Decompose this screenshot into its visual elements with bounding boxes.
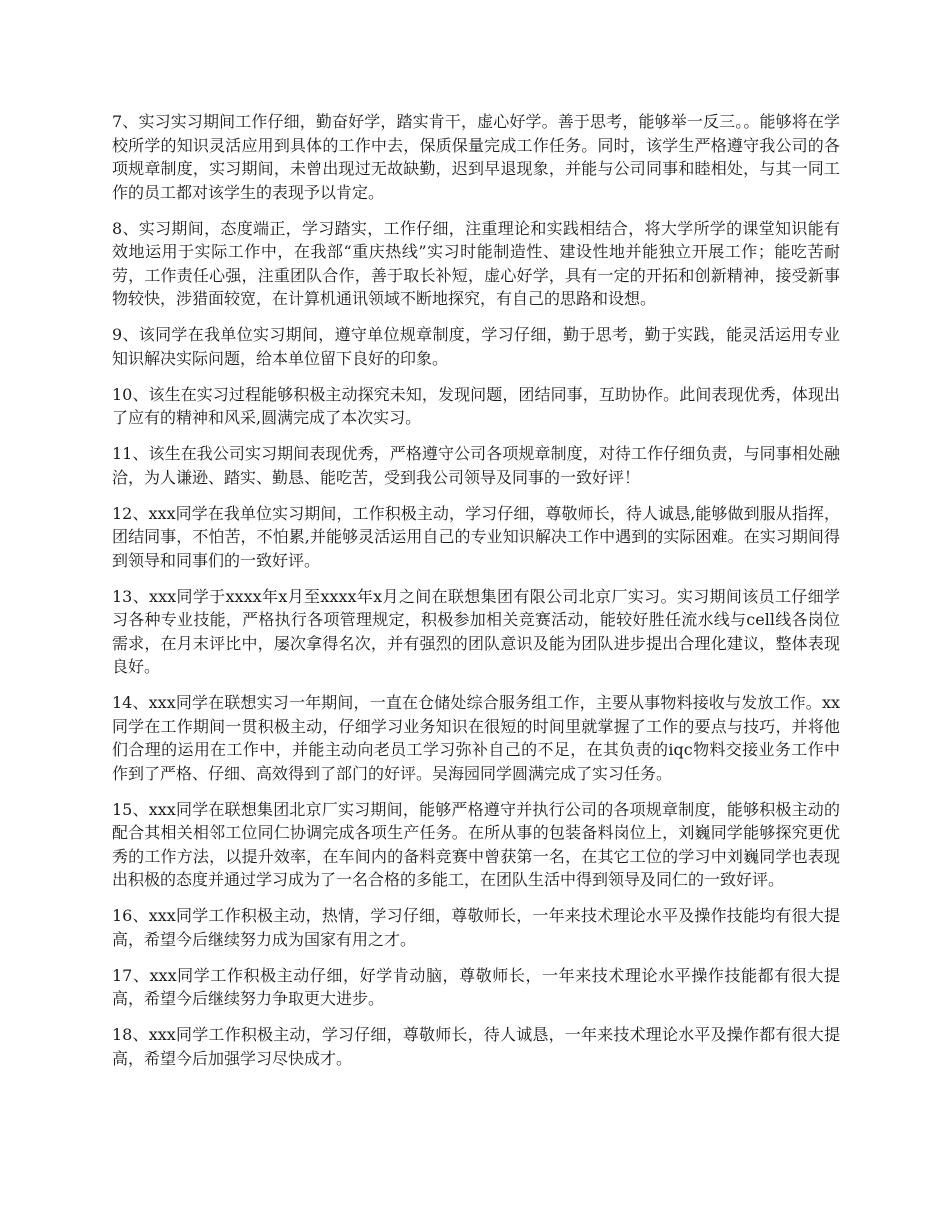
paragraph-10: 10、该生在实习过程能够积极主动探究未知，发现问题，团结同事，互助协作。此间表现优秀，体现出了应有的精神和风采,圆满完成了本次实习。 <box>112 384 840 427</box>
paragraph-8: 8、实习期间，态度端正，学习踏实，工作仔细，注重理论和实践相结合，将大学所学的课堂知识能有效地运用于实际工作中，在我部“重庆热线”实习时能制造性、建设性地并能独立开展工作；能吃苦耐劳，工作责任心强，注重团队合作，善于取长补短，虚心好学，具有一定的开拓和创新精神，接受新事物较快，涉猎面较宽，在计算机通讯领域不断地探究，有自己的思路和设想。 <box>112 218 840 308</box>
paragraph-11: 11、该生在我公司实习期间表现优秀，严格遵守公司各项规章制度，对待工作仔细负责，与同事相处融洽，为人谦逊、踏实、勤恳、能吃苦，受到我公司领导及同事的一致好评！ <box>112 444 840 487</box>
paragraph-12: 12、xxx同学在我单位实习期间，工作积极主动，学习仔细，尊敬师长，待人诚恳,能够做到服从指挥，团结同事，不怕苦，不怕累,并能够灵活运用自己的专业知识解决工作中遇到的实际困难。在实习期间得到领导和同事们的一致好评。 <box>112 503 840 570</box>
paragraph-7: 7、实习实习期间工作仔细，勤奋好学，踏实肯干，虚心好学。善于思考，能够举一反三。。能够将在学校所学的知识灵活应用到具体的工作中去，保质保量完成工作任务。同时，该学生严格遵守我公司的各项规章制度，实习期间，未曾出现过无故缺勤，迟到早退现象，并能与公司同事和睦相处，与其一同工作的员工都对该学生的表现予以肯定。 <box>112 112 840 202</box>
paragraph-16: 16、xxx同学工作积极主动，热情，学习仔细，尊敬师长，一年来技术理论水平及操作技能均有很大提高，希望今后继续努力成为国家有用之才。 <box>112 906 840 949</box>
paragraph-18: 18、xxx同学工作积极主动，学习仔细，尊敬师长，待人诚恳，一年来技术理论水平及操作都有很大提高，希望今后加强学习尽快成才。 <box>112 1025 840 1068</box>
document-body <box>112 110 840 1083</box>
paragraph-9: 9、该同学在我单位实习期间，遵守单位规章制度，学习仔细，勤于思考，勤于实践，能灵活运用专业知识解决实际问题，给本单位留下良好的印象。 <box>112 325 840 368</box>
paragraph-17: 17、xxx同学工作积极主动仔细，好学肯动脑，尊敬师长，一年来技术理论水平操作技能都有很大提高，希望今后继续努力争取更大进步。 <box>112 965 840 1008</box>
paragraph-13: 13、xxx同学于xxxx年x月至xxxx年x月之间在联想集团有限公司北京厂实习。实习期间该员工仔细学习各种专业技能，严格执行各项管理规定，积极参加相关竞赛活动，能较好胜任流水线与cell线各岗位需求，在月末评比中，屡次拿得名次，并有强烈的团队意识及能为团队进步提出合理化建议，整体表现良好。 <box>112 586 840 676</box>
paragraph-14: 14、xxx同学在联想实习一年期间，一直在仓储处综合服务组工作，主要从事物料接收与发放工作。xx同学在工作期间一贯积极主动，仔细学习业务知识在很短的时间里就掌握了工作的要点与技巧，并将他们合理的运用在工作中，并能主动向老员工学习弥补自己的不足，在其负责的iqc物料交接业务工作中作到了严格、仔细、高效得到了部门的好评。吴海园同学圆满完成了实习任务。 <box>112 693 840 783</box>
paragraph-15: 15、xxx同学在联想集团北京厂实习期间，能够严格遵守并执行公司的各项规章制度，能够积极主动的配合其相关相邻工位同仁协调完成各项生产任务。在所从事的包装备料岗位上，刘巍同学能够探究更优秀的工作方法，以提升效率，在车间内的备料竞赛中曾获第一名，在其它工位的学习中刘巍同学也表现出积极的态度并通过学习成为了一名合格的多能工，在团队生活中得到领导及同仁的一致好评。 <box>112 799 840 889</box>
